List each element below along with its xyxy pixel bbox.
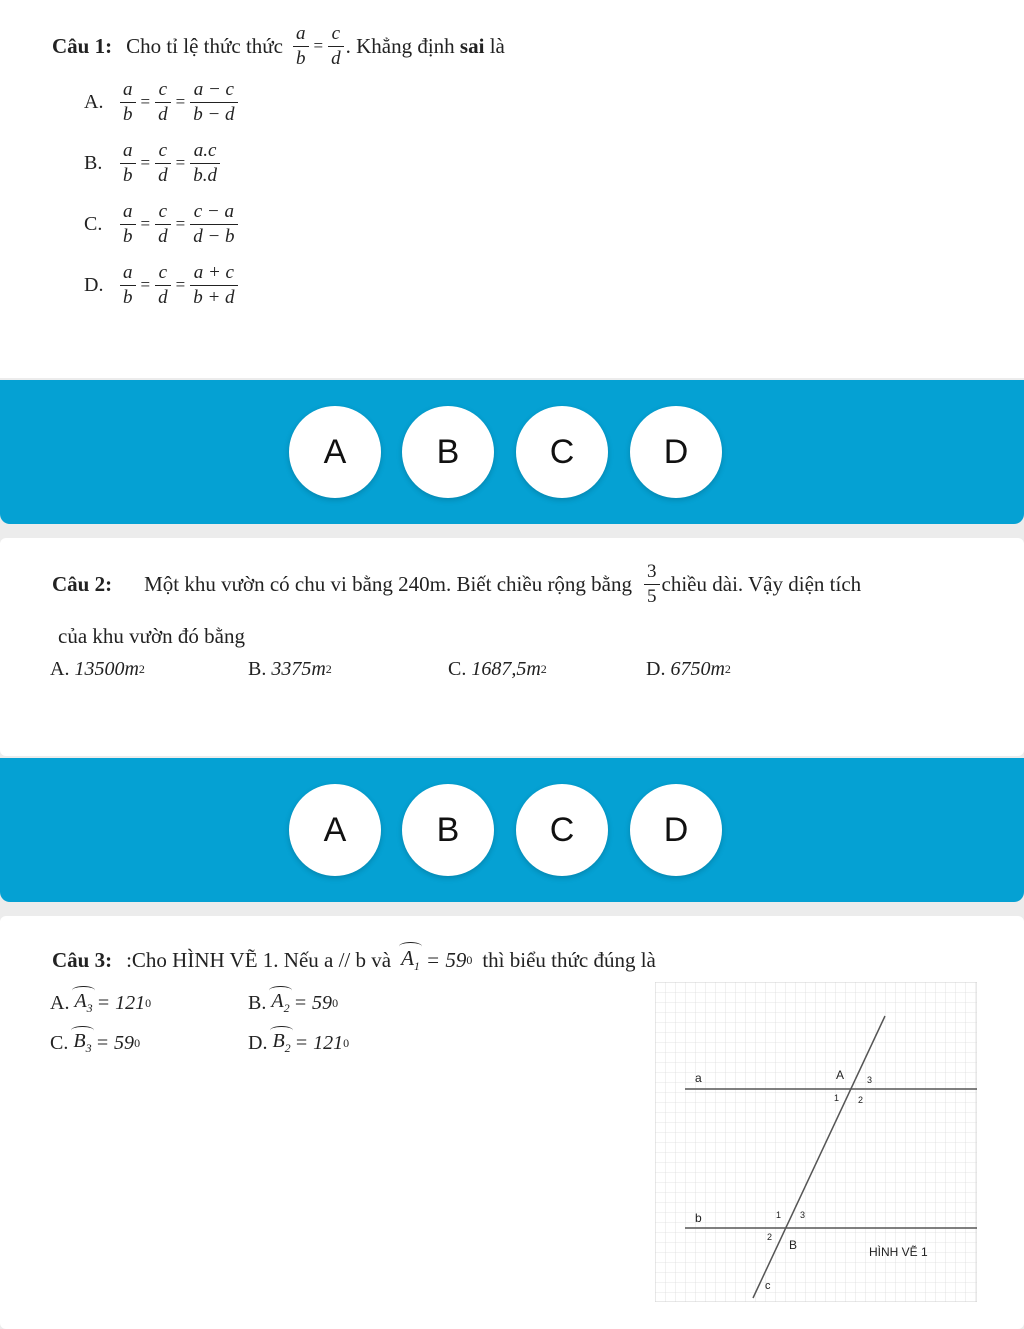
angle-b-3: 3 [800,1210,806,1220]
question-1-label: Câu 1: [52,33,113,58]
question-3-option-a: A. $A_3$ = 121 0 [50,990,152,1015]
question-3-option-b: B. $A_2$ = 59 0 [248,990,339,1015]
label-line-c: c [765,1280,771,1292]
question-3-given-angle: $A_1$ [401,946,420,974]
answer-1-choice-c[interactable]: C [516,406,608,498]
angle-a-1: 1 [834,1093,840,1103]
answer-1-choice-a[interactable]: A [289,406,381,498]
question-1-fraction-c: $\frac{c}{d}$ [328,24,344,69]
question-2-option-b: B. 3375m 2 [248,658,332,680]
question-1-option-c: C. $\frac{a}{b}$ = $\frac{c}{d}$ = $\frac{c - a}{d - b}$ [84,202,240,247]
question-3-text: Câu 3: :Cho HÌNH VẼ 1. Nếu a // b và $A_1$ = 59 0 thì biểu thức đúng là [52,946,656,974]
answer-2-choice-c[interactable]: C [516,784,608,876]
answer-band-2 [0,758,1024,902]
label-line-b: b [695,1211,702,1225]
question-2-option-d: D. 6750m 2 [646,658,731,680]
question-1-fraction-a: $\frac{a}{b}$ [293,24,309,69]
angle-b-1: 1 [776,1210,782,1220]
question-2-option-c: C. 1687,5m 2 [448,658,547,680]
answer-2-choice-a[interactable]: A [289,784,381,876]
question-1-text: Câu 1: Cho tỉ lệ thức thức $\frac{a}{b}$ = $\frac{c}{d}$ . Khẳng định sai là [52,23,505,69]
question-1-pre: Cho tỉ lệ thức thức [126,33,283,58]
angle-b-2: 2 [767,1232,773,1242]
label-point-b: B [789,1238,798,1252]
question-2-fraction: $\frac{3}{5}$ [644,562,660,607]
label-point-a: A [836,1068,845,1082]
answer-2-choice-d[interactable]: D [630,784,722,876]
geometry-figure [655,982,977,1302]
angle-a-2: 2 [858,1095,864,1105]
angle-a-3: 3 [867,1075,873,1085]
question-2-card [0,538,1024,756]
question-2-option-a: A. 13500m 2 [50,658,145,680]
question-1-option-a: A. $\frac{a}{b}$ = $\frac{c}{d}$ = $\frac{a - c}{b - d}$ [84,80,240,125]
question-1-option-b: B. $\frac{a}{b}$ = $\frac{c}{d}$ = $\frac{a.c}{b.d}$ [84,141,222,186]
figure-caption: HÌNH VẼ 1 [869,1245,928,1259]
answer-1-choice-d[interactable]: D [630,406,722,498]
question-2-line-2: của khu vườn đó bằng [58,624,245,648]
answer-2-choice-b[interactable]: B [402,784,494,876]
question-3-label: Câu 3: [52,947,113,972]
answer-1-choice-b[interactable]: B [402,406,494,498]
question-1-option-d: D. $\frac{a}{b}$ = $\frac{c}{d}$ = $\frac{a + c}{b + d}$ [84,263,240,308]
question-1-card [0,0,1024,378]
answer-band-1 [0,380,1024,524]
question-2-line-1: Câu 2: Một khu vườn có chu vi bằng 240m. Biết chiều rộng bằng $\frac{3}{5}$ chiều dài. Vậy diện tích [52,561,862,607]
question-2-label: Câu 2: [52,571,113,596]
question-3-option-c: C. $B_3$ = 59 0 [50,1030,141,1055]
label-line-a: a [695,1071,702,1085]
question-3-option-d: D. $B_2$ = 121 0 [248,1030,350,1055]
question-1-keyword: sai [459,33,485,58]
figure-grid [655,982,977,1302]
